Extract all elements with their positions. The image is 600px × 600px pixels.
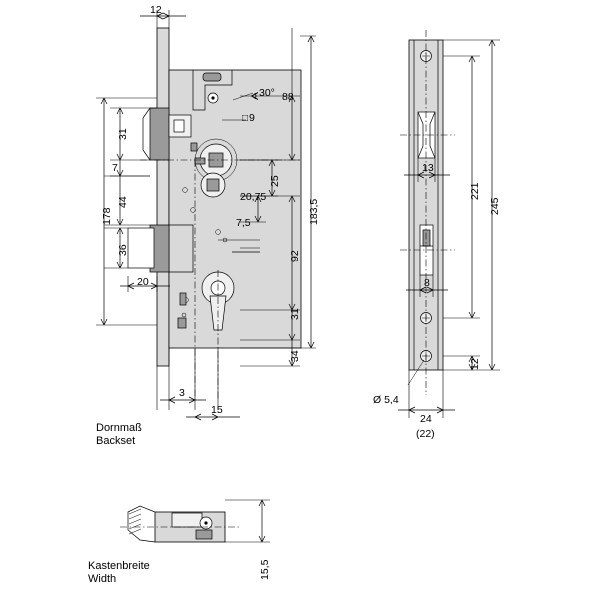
latch-slot [174, 120, 184, 132]
dim-label-22: (22) [416, 428, 435, 440]
dead-bolt-head [128, 228, 154, 268]
internal-lever [180, 293, 186, 305]
faceplate-edge [157, 28, 169, 366]
dim-label-7-5: 7,5 [236, 217, 251, 229]
dim-label-3: 3 [179, 387, 185, 399]
dim-label-15-5: 15,5 [259, 559, 271, 580]
dim-label-8: 8 [424, 277, 430, 289]
cam-square [207, 179, 219, 191]
width-label-de: Kastenbreite [88, 560, 150, 572]
case-width-detail [172, 513, 202, 527]
dim-label-24: 24 [420, 413, 432, 425]
latch-bolt-nose [143, 108, 150, 160]
dim-label-92: 92 [289, 250, 301, 262]
square-symbol-icon: □ [242, 113, 249, 124]
dim-label-12-right: 12 [469, 358, 481, 370]
dim-label-221: 221 [469, 182, 481, 200]
case-width-nose [128, 506, 155, 542]
dim-label-34: 34 [289, 350, 301, 362]
lock-case-body [169, 70, 301, 348]
internal-stop [178, 318, 186, 328]
dim-label-178: 178 [101, 207, 113, 225]
latch-bolt [150, 108, 169, 160]
width-label-en: Width [88, 573, 117, 585]
backset-label-en: Backset [96, 435, 136, 447]
dim-label-20-75: 20,75 [240, 191, 267, 203]
dim-label-31-upper: 31 [117, 128, 129, 140]
dim-label-31-lower: 31 [289, 308, 301, 320]
follower-stop [195, 158, 205, 164]
spring-stop [191, 143, 197, 151]
dim-label-183-5: 183,5 [308, 198, 320, 225]
angle-symbol-icon: ∢ [250, 91, 260, 103]
spring-block [203, 73, 221, 81]
dim-label-88: 88 [282, 91, 294, 103]
dim-label-245: 245 [489, 197, 501, 215]
dim-label-30deg: 30° [259, 87, 275, 99]
dim-label-dia-5-4: Ø 5,4 [373, 394, 399, 406]
dim-label-36: 36 [117, 244, 129, 256]
dim-label-44: 44 [117, 196, 129, 208]
dim-label-13: 13 [422, 162, 434, 174]
bolt-shape [423, 230, 430, 246]
dim-label-9: 9 [249, 112, 255, 124]
dim-label-25: 25 [269, 175, 281, 187]
pivot-center-upper [211, 96, 214, 99]
dim-label-20: 20 [137, 276, 149, 288]
case-width-block [196, 530, 212, 539]
dim-label-12-top: 12 [150, 4, 162, 16]
backset-label-de: Dornmaß [96, 422, 142, 434]
dim-label-7: 7 [112, 162, 118, 174]
dim-label-15: 15 [211, 404, 223, 416]
